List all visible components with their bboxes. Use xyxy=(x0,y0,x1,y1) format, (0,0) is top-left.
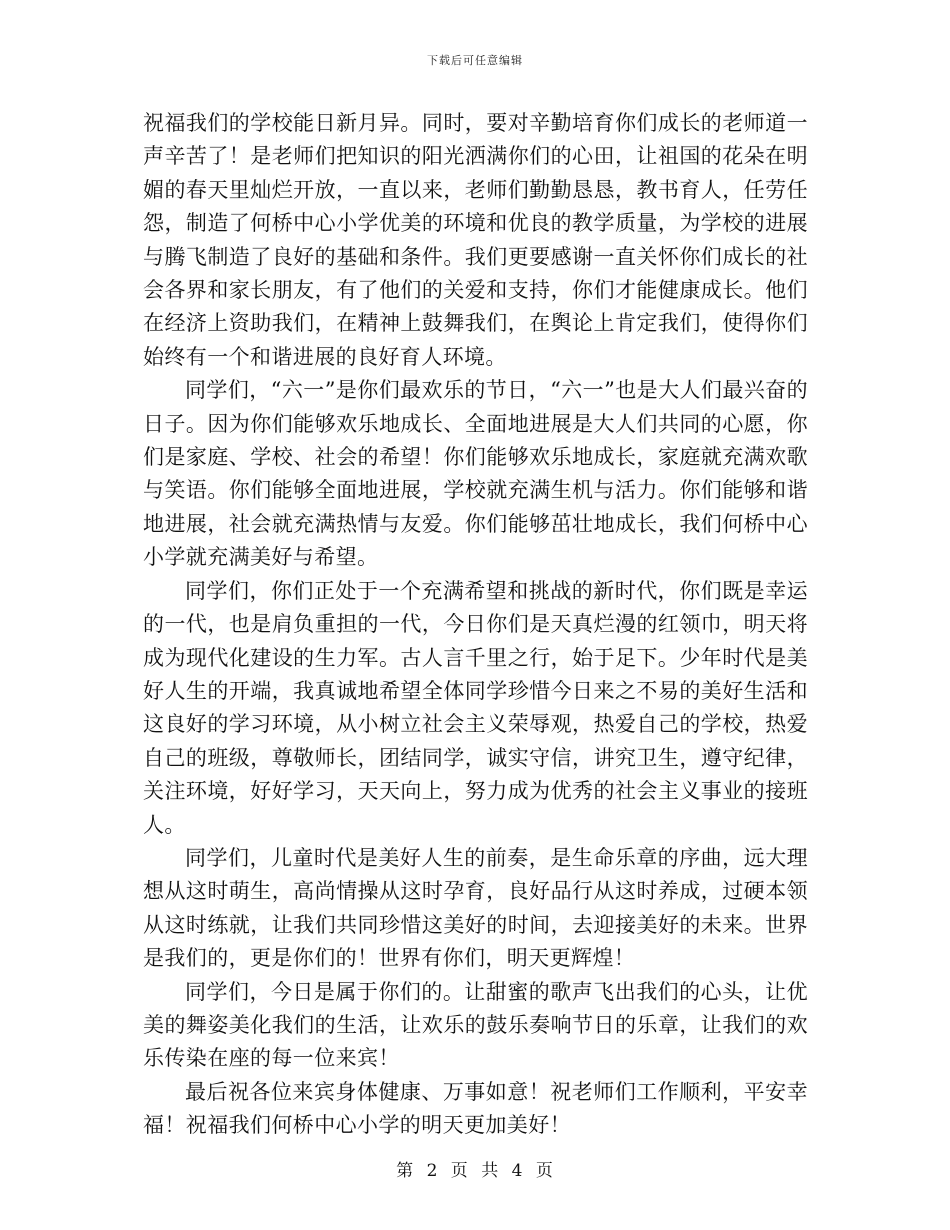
body-text xyxy=(143,107,808,1143)
paragraph-1: 祝福我们的学校能日新月异。同时，要对辛勤培育你们成长的老师道一声辛苦了！是老师们把知识的阳光洒满你们的心田，让祖国的花朵在明媚的春天里灿烂开放，一直以来，老师们勤勤恳恳，教书育人，任劳任怨，制造了何桥中心小学优美的环境和优良的教学质量，为学校的进展与腾飞制造了良好的基础和条件。我们更要感谢一直关怀你们成长的社会各界和家长朋友，有了他们的关爱和支持，你们才能健康成长。他们在经济上资助我们，在精神上鼓舞我们，在舆论上肯定我们，使得你们始终有一个和谐进展的良好育人环境。 xyxy=(143,111,808,369)
paragraph-3: 同学们，你们正处于一个充满希望和挑战的新时代，你们既是幸运的一代，也是肩负重担的一代，今日你们是天真烂漫的红领巾，明天将成为现代化建设的生力军。古人言千里之行，始于足下。少年时代是美好人生的开端，我真诚地希望全体同学珍惜今日来之不易的美好生活和这良好的学习环境，从小树立社会主义荣辱观，热爱自己的学校，热爱自己的班级，尊敬师长，团结同学，诚实守信，讲究卫生，遵守纪律，关注环境，好好学习，天天向上，努力成为优秀的社会主义事业的接班人。 xyxy=(143,578,808,837)
paragraph-6: 最后祝各位来宾身体健康、万事如意！祝老师们工作顺利，平安幸福！祝福我们何桥中心小学的明天更加美好！ xyxy=(143,1079,808,1138)
paragraph-2: 同学们，“六一”是你们最欢乐的节日，“六一”也是大人们最兴奋的日子。因为你们能够欢乐地成长、全面地进展是大人们共同的心愿，你们是家庭、学校、社会的希望！你们能够欢乐地成长，家庭就充满欢歌与笑语。你们能够全面地进展，学校就充满生机与活力。你们能够和谐地进展，社会就充满热情与友爱。你们能够茁壮地成长，我们何桥中心小学就充满美好与希望。 xyxy=(143,378,808,570)
page-number-footer: 第 2 页 共 4 页 xyxy=(396,1161,554,1181)
paragraph-5: 同学们，今日是属于你们的。让甜蜜的歌声飞出我们的心头，让优美的舞姿美化我们的生活，让欢乐的鼓乐奏响节日的乐章，让我们的欢乐传染在座的每一位来宾！ xyxy=(143,979,808,1071)
paragraph-4: 同学们，儿童时代是美好人生的前奏，是生命乐章的序曲，远大理想从这时萌生，高尚情操从这时孕育，良好品行从这时养成，过硬本领从这时练就，让我们共同珍惜这美好的时间，去迎接美好的未来。世界是我们的，更是你们的！世界有你们，明天更辉煌！ xyxy=(143,845,808,971)
header-note: 下载后可任意编辑 xyxy=(427,54,523,67)
